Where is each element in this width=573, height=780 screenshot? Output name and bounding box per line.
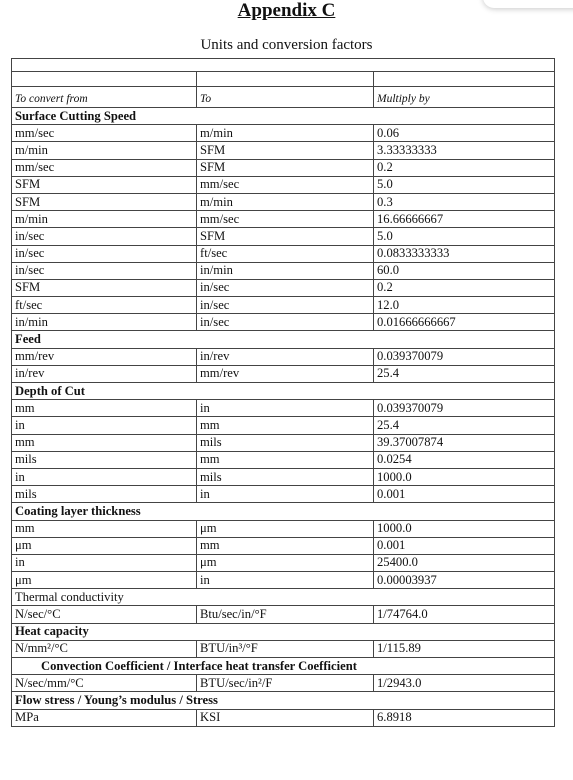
table-row bbox=[12, 675, 555, 692]
cell-from-unit: m/min bbox=[12, 142, 197, 159]
cell-from-unit: ft/sec bbox=[12, 297, 197, 314]
cell-from-unit: SFM bbox=[12, 193, 197, 210]
cell-factor: 1000.0 bbox=[374, 520, 555, 537]
cell-to-unit: in/rev bbox=[197, 348, 374, 365]
cell-to-unit: mils bbox=[197, 434, 374, 451]
cell-to-unit: mm bbox=[197, 451, 374, 468]
cell-from-unit: mm bbox=[12, 434, 197, 451]
table-row bbox=[12, 211, 555, 228]
cell-factor: 25.4 bbox=[374, 365, 555, 382]
cell-from-unit: MPa bbox=[12, 709, 197, 726]
cell-to-unit: mm bbox=[197, 537, 374, 554]
table-row bbox=[12, 451, 555, 468]
table-row bbox=[12, 709, 555, 726]
section-title: Feed bbox=[12, 331, 555, 348]
table-row bbox=[12, 245, 555, 262]
cell-to-unit: m/min bbox=[197, 125, 374, 142]
table-row bbox=[12, 193, 555, 210]
cell-to-unit: in bbox=[197, 572, 374, 589]
table-row bbox=[12, 554, 555, 571]
cell-from-unit: mm/sec bbox=[12, 159, 197, 176]
section-header-thermal-conductivity bbox=[12, 589, 555, 606]
table-row bbox=[12, 400, 555, 417]
cell-from-unit: in/sec bbox=[12, 228, 197, 245]
section-header-feed bbox=[12, 331, 555, 348]
cell-to-unit: μm bbox=[197, 520, 374, 537]
table-row bbox=[12, 125, 555, 142]
table-row bbox=[12, 537, 555, 554]
cell-from-unit: N/sec/mm/°C bbox=[12, 675, 197, 692]
cell-factor: 0.06 bbox=[374, 125, 555, 142]
section-title: Convection Coefficient / Interface heat transfer Coefficient bbox=[12, 658, 555, 675]
cell-to-unit: KSI bbox=[197, 709, 374, 726]
cell-from-unit: μm bbox=[12, 537, 197, 554]
table-row bbox=[12, 142, 555, 159]
header-from: To convert from bbox=[12, 87, 197, 108]
cell-factor: 0.00003937 bbox=[374, 572, 555, 589]
cell-factor: 0.0833333333 bbox=[374, 245, 555, 262]
section-header-depth-of-cut bbox=[12, 383, 555, 400]
cell-to-unit: in/min bbox=[197, 262, 374, 279]
table-row bbox=[12, 468, 555, 485]
cell-from-unit: in bbox=[12, 468, 197, 485]
cell-factor: 0.001 bbox=[374, 537, 555, 554]
cell-from-unit: in/rev bbox=[12, 365, 197, 382]
cell-to-unit: ft/sec bbox=[197, 245, 374, 262]
cell-factor: 25.4 bbox=[374, 417, 555, 434]
table-row bbox=[12, 434, 555, 451]
cell-factor: 0.3 bbox=[374, 193, 555, 210]
cell-from-unit: N/mm²/°C bbox=[12, 640, 197, 657]
cell-factor: 0.001 bbox=[374, 486, 555, 503]
cell-factor: 0.039370079 bbox=[374, 348, 555, 365]
cell-from-unit: in/sec bbox=[12, 262, 197, 279]
cell-to-unit: mm/sec bbox=[197, 176, 374, 193]
cell-factor: 1000.0 bbox=[374, 468, 555, 485]
cell-factor: 6.8918 bbox=[374, 709, 555, 726]
cell-to-unit: Btu/sec/in/°F bbox=[197, 606, 374, 623]
cell-from-unit: μm bbox=[12, 572, 197, 589]
section-title: Flow stress / Young’s modulus / Stress bbox=[12, 692, 555, 709]
header-multiply: Multiply by bbox=[374, 87, 555, 108]
cell-factor: 1/2943.0 bbox=[374, 675, 555, 692]
cell-factor: 3.33333333 bbox=[374, 142, 555, 159]
cell-from-unit: in/min bbox=[12, 314, 197, 331]
table-row bbox=[12, 572, 555, 589]
cell-to-unit: in/sec bbox=[197, 297, 374, 314]
cell-to-unit: in bbox=[197, 400, 374, 417]
section-title: Surface Cutting Speed bbox=[12, 108, 555, 125]
cell-to-unit: BTU/in³/°F bbox=[197, 640, 374, 657]
cell-from-unit: SFM bbox=[12, 279, 197, 296]
table-row bbox=[12, 365, 555, 382]
table-row bbox=[12, 348, 555, 365]
cell-factor: 60.0 bbox=[374, 262, 555, 279]
section-header-heat-capacity bbox=[12, 623, 555, 640]
table-row bbox=[12, 297, 555, 314]
cell-to-unit: SFM bbox=[197, 228, 374, 245]
cell-to-unit: SFM bbox=[197, 159, 374, 176]
cell-to-unit: in/sec bbox=[197, 279, 374, 296]
cell-from-unit: mils bbox=[12, 451, 197, 468]
section-title: Thermal conductivity bbox=[12, 589, 555, 606]
cell-from-unit: mm/sec bbox=[12, 125, 197, 142]
cell-factor: 5.0 bbox=[374, 176, 555, 193]
section-title: Coating layer thickness bbox=[12, 503, 555, 520]
cell-to-unit: m/min bbox=[197, 193, 374, 210]
cell-factor: 1/74764.0 bbox=[374, 606, 555, 623]
section-title: Heat capacity bbox=[12, 623, 555, 640]
cell-to-unit: in bbox=[197, 486, 374, 503]
cell-from-unit: in/sec bbox=[12, 245, 197, 262]
cell-from-unit: m/min bbox=[12, 211, 197, 228]
cell-from-unit: in bbox=[12, 554, 197, 571]
cell-to-unit: mm/sec bbox=[197, 211, 374, 228]
cell-factor: 1/115.89 bbox=[374, 640, 555, 657]
page-subtitle: Units and conversion factors bbox=[200, 37, 373, 53]
section-header-flow-stress bbox=[12, 692, 555, 709]
cell-factor: 0.039370079 bbox=[374, 400, 555, 417]
cell-from-unit: in bbox=[12, 417, 197, 434]
cell-factor: 25400.0 bbox=[374, 554, 555, 571]
table-row bbox=[12, 640, 555, 657]
cell-from-unit: SFM bbox=[12, 176, 197, 193]
cell-factor: 16.66666667 bbox=[374, 211, 555, 228]
cell-factor: 0.0254 bbox=[374, 451, 555, 468]
cell-to-unit: BTU/sec/in²/F bbox=[197, 675, 374, 692]
cell-to-unit: mm bbox=[197, 417, 374, 434]
table-row bbox=[12, 228, 555, 245]
cell-to-unit: mils bbox=[197, 468, 374, 485]
cell-from-unit: mils bbox=[12, 486, 197, 503]
cell-factor: 12.0 bbox=[374, 297, 555, 314]
section-header-coating bbox=[12, 503, 555, 520]
table-row bbox=[12, 486, 555, 503]
blank-row bbox=[12, 72, 555, 87]
table-row bbox=[12, 159, 555, 176]
cell-factor: 39.37007874 bbox=[374, 434, 555, 451]
table-row bbox=[12, 417, 555, 434]
cell-factor: 0.2 bbox=[374, 159, 555, 176]
cell-to-unit: mm/rev bbox=[197, 365, 374, 382]
cell-from-unit: N/sec/°C bbox=[12, 606, 197, 623]
cell-from-unit: mm bbox=[12, 400, 197, 417]
cell-to-unit: SFM bbox=[197, 142, 374, 159]
table-row bbox=[12, 520, 555, 537]
page-title: Appendix C bbox=[237, 0, 336, 21]
section-header-convection bbox=[12, 658, 555, 675]
header-to: To bbox=[197, 87, 374, 108]
cell-factor: 0.2 bbox=[374, 279, 555, 296]
cell-to-unit: in/sec bbox=[197, 314, 374, 331]
section-title: Depth of Cut bbox=[12, 383, 555, 400]
cell-factor: 5.0 bbox=[374, 228, 555, 245]
cell-from-unit: mm bbox=[12, 520, 197, 537]
blank-row bbox=[12, 59, 555, 72]
cell-factor: 0.01666666667 bbox=[374, 314, 555, 331]
table-row bbox=[12, 262, 555, 279]
table-row bbox=[12, 279, 555, 296]
header-row bbox=[12, 87, 555, 108]
section-header-surface-cutting-speed bbox=[12, 108, 555, 125]
table-row bbox=[12, 606, 555, 623]
cell-from-unit: mm/rev bbox=[12, 348, 197, 365]
table-row bbox=[12, 314, 555, 331]
table-row bbox=[12, 176, 555, 193]
conversion-table bbox=[11, 58, 555, 727]
cell-to-unit: μm bbox=[197, 554, 374, 571]
